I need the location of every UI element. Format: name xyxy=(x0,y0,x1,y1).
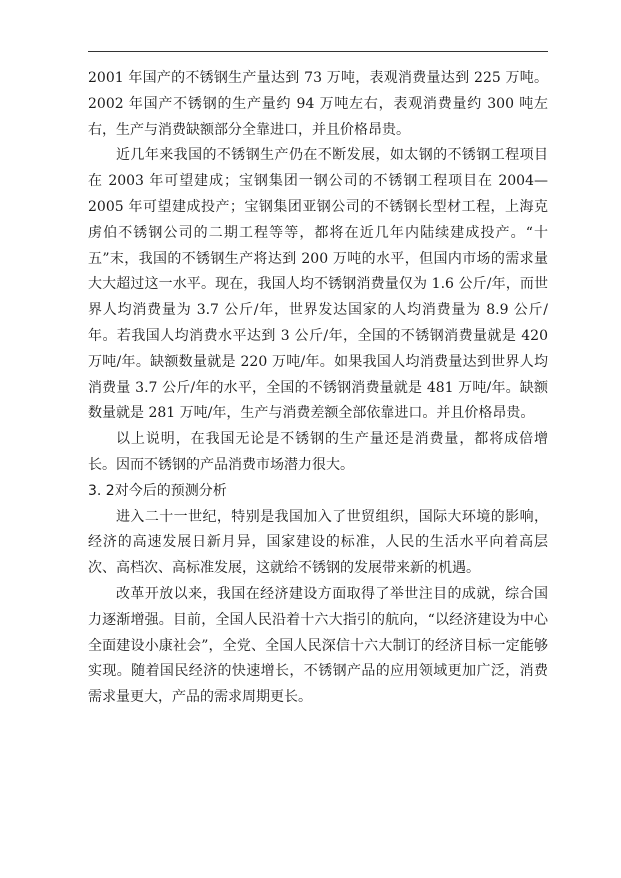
paragraph-new-century: 进入二十一世纪，特别是我国加入了世贸组织，国际大环境的影响，经济的高速发展日新月异，国家建设的标准，人民的生活水平向着高层次、高档次、高标准发展，这就给不锈钢的发展带来新的机遇。 xyxy=(88,508,548,577)
paragraph-production-2001-2002: 2001 年国产的不锈钢生产量达到 73 万吨，表观消费量达到 225 万吨。2002 年国产不锈钢的生产量约 94 万吨左右，表观消费量约 300 吨左右，生产与消费缺额部分全靠进口，并且价格昂贵。 xyxy=(88,70,548,138)
paragraph-conclusion: 以上说明，在我国无论是不锈钢的生产量还是消费量，都将成倍增长。因而不锈钢的产品消费市场潜力很大。 xyxy=(88,431,548,473)
paragraph-recent-development: 近几年来我国的不锈钢生产仍在不断发展，如太钢的不锈钢工程项目在 2003 年可望建成；宝钢集团一钢公司的不锈钢工程项目在 2004—2005 年可望建成投产；宝钢集团亚钢公司的不锈钢长型材工程，上海克虏伯不锈钢公司的二期工程等等，都将在近几年内陆续建成投产。“十五”末，我国的不锈钢生产将达到 200 万吨的水平，但国内市场的需求量大大超过这一水平。现在，我国人均不锈钢消费量仅为 1.6 公斤/年，而世界人均消费量为 3.7 公斤/年，世界发达国家的人均消费量为 8.9 公斤/年。若我国人均消费水平达到 3 公斤/年，全国的不锈钢消费量就是 420 万吨/年。缺额数量就是 220 万吨/年。如果我国人均消费量达到世界人均消费量 3.7 公斤/年的水平，全国的不锈钢消费量就是 481 万吨/年。缺额数量就是 281 万吨/年，生产与消费差额全部依靠进口。并且价格昂贵。 xyxy=(88,147,548,422)
section-heading: 3. 2对今后的预测分析 xyxy=(88,482,227,499)
document-body xyxy=(88,66,548,711)
paragraph-reform-opening: 改革开放以来，我国在经济建设方面取得了举世注目的成就，综合国力逐渐增强。目前，全国人民沿着十六大指引的航向，“以经济建设为中心全面建设小康社会”，全党、全国人民深信十六大制订的经济目标一定能够实现。随着国民经济的快速增长，不锈钢产品的应用领域更加广泛，消费需求量更大，产品的需求周期更长。 xyxy=(88,585,548,706)
header-rule xyxy=(88,51,548,52)
